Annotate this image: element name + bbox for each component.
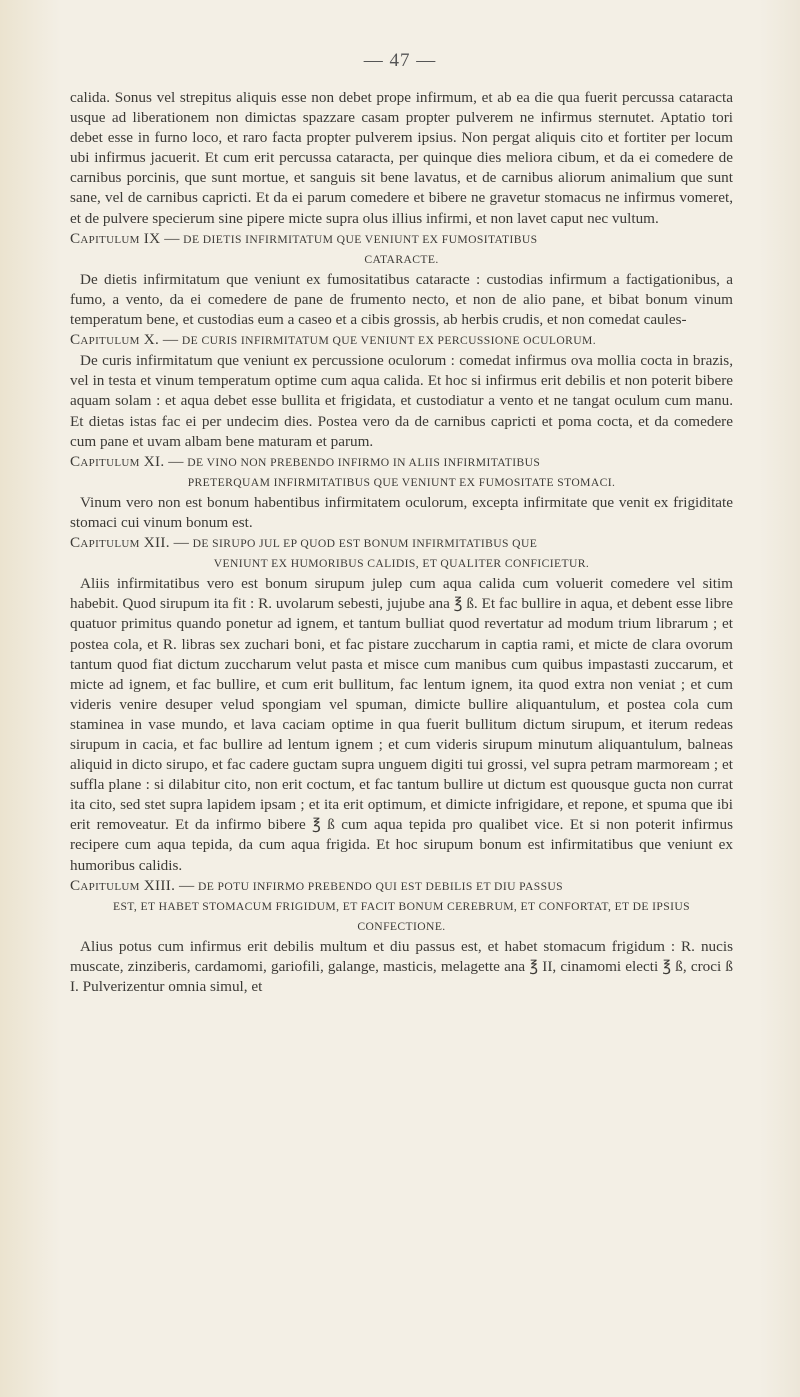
chapter-dash: — (160, 229, 184, 247)
page-number: — 47 — (363, 50, 437, 71)
paragraph: De curis infirmitatum que veniunt ex percussione oculorum : comedat infirmus ova mollia cocta in brazis, vel in testa et vinum temperatum optime cum aqua calida. Et hoc si infirmus erit debilis et non poterit bibere aquam solam : et aqua debet esse bullita et frigidata, et custodiatur a vento et ne tangat oculum cum manu. Et dietas istas fac ei per undecim dies. Postea vero da de carnibus capricti et poma cocta, et da comedere cum pane et uvam albam bene maturam et parum. (70, 352, 733, 450)
chapter-dash: — (169, 534, 193, 552)
chapter-label: Capitulum X. (70, 331, 160, 349)
chapter-title: DE DIETIS INFIRMITATUM QUE VENIUNT EX FUMOSITATIBUS (183, 232, 538, 246)
paragraph: Vinum vero non est bonum habentibus infirmitatem oculorum, excepta infirmitate que venit ex frigiditate stomaci cui vinum bonum est. (70, 493, 733, 531)
chapter-title: DE SIRUPO JUL EP QUOD EST BONUM INFIRMITATIBUS QUE (192, 537, 538, 551)
chapter-title: DE VINO NON PREBENDO INFIRMO IN ALIIS INFIRMITATIBUS (187, 455, 541, 469)
chapter-title: DE CURIS INFIRMITATUM QUE VENIUNT EX PERCUSSIONE OCULORUM. (181, 334, 597, 348)
chapter-dash: — (159, 331, 182, 349)
chapter-label: Capitulum XIII. (70, 876, 176, 894)
chapter-heading (70, 229, 733, 270)
chapter-heading (70, 452, 733, 493)
paragraph: Alius potus cum infirmus erit debilis multum et diu passus est, et habet stomacum frigidum : R. nucis muscate, zinziberis, cardamomi, gariofili, galange, masticis, melagette ana ℥ II, cinamomi electi ℥ ß, croci ß I. Pulverizentur omnia simul, et (70, 937, 733, 996)
chapter-label: Capitulum XI. (70, 452, 165, 470)
chapter-dash: — (164, 452, 188, 470)
chapter-heading (70, 876, 733, 937)
chapter-title-continued: VENIUNT EX HUMORIBUS CALIDIS, ET QUALITER CONFICIETUR. (213, 557, 590, 571)
chapter-heading (70, 330, 733, 351)
chapter-title-continued: CATARACTE. (364, 252, 439, 266)
paragraph: De dietis infirmitatum que veniunt ex fumositatibus cataracte : custodias infirmum a factigationibus, a fumo, a vento, da ei comedere de pane de frumento necto, et non de alio pane, et bibat bonum vinum temperatum bene, et custodias eum a caseo et a cibis grossis, ab herbis crudis, et non comedat caules- (70, 270, 733, 329)
paragraph: calida. Sonus vel strepitus aliquis esse non debet prope infirmum, et ab ea die qua fuerit percussa cataracta usque ad liberationem non dimictas spazzare casam propter pulverem ne infirmus sternutet. Aptatio tori debet esse in furno loco, et raro facta propter pulverem ipsius. Non pergat aliquis cito et fortiter per locum ubi infirmus jacuerit. Et cum erit percussa cataracta, per quinque dies meliora cibum, et da ei comedere de carnibus porcinis, que sunt mortue, et sanguis sit bene lavatus, et de carnibus aliorum animalium que sunt sane, vel de carnibus capricti. Et da ei parum comedere et bibere ne gravetur stomacus ne infirmus vomeret, et de pulvere specierum sine pipere micte supra olus illius infirmi, et non lavet caput nec vultum. (70, 89, 733, 227)
paragraph: Aliis infirmitatibus vero est bonum sirupum julep cum aqua calida cum voluerit comedere vel sitim habebit. Quod sirupum ita fit : R. uvolarum sebesti, jujube ana ℥ ß. Et fac bullire in aqua, et debent esse libre quatuor primitus quando ponetur ad ignem, et tantum bulliat quod revertatur ad modum trium librarum ; et postea cola, et R. libras sex zuchari boni, et fac pistare zuccharum in captia rami, et micte de clara ovorum tantum quod fiat dictum zuccharum velut pasta et misce cum manibus cum quibus impastasti zuccarum, et micte ad ignem, et fac bullire, et cum erit bullitum, fac lentum ignem, ita quod extra non veniat ; et cum videris venire desuper velud spongiam vel spuman, dimicte bullire aliquantulum, et postea cola cum staminea in vase mundo, et lava caciam optime in qua fuerit bullitum dictum sirupum, et iterum redeas sirupum in cacia, et fac bullire ad lentum ignem ; et cum videris sirupum minutum aliquantulum, balneas aliquid in dicto sirupo, et fac cadere guctam supra unguem digiti tui grossi, vel supra petram marmoream ; et suffla plane : si dilabitur cito, non erit coctum, et fac tantum bullire ut dictum est quousque gucta non currat ita cito, sed stet supra lapidem ipsam ; et ita erit optimum, et dimicte infrigidare, et repone, et spuma que ibi erit removeatur. Et da infirmo bibere ℥ ß cum aqua tepida pro qualibet vice. Et si non poterit infirmus recipere cum aqua tepida, da cum aqua frigida. Et hoc sirupum bonum est infirmitatibus que veniunt ex humoribus calidis. (70, 575, 733, 874)
chapter-dash: — (175, 876, 198, 894)
chapter-label: Capitulum XII. (70, 534, 170, 552)
chapter-title: DE POTU INFIRMO PREBENDO QUI EST DEBILIS ET DIU PASSUS (197, 879, 564, 893)
chapter-title-continued: EST, ET HABET STOMACUM FRIGIDUM, ET FACIT BONUM CEREBRUM, ET CONFORTAT, ET DE IPSIUS CONFECTIONE. (112, 899, 691, 933)
chapter-label: Capitulum IX (70, 229, 161, 247)
chapter-heading (70, 533, 733, 574)
chapter-title-continued: PRETERQUAM INFIRMITATIBUS QUE VENIUNT EX FUMOSITATE STOMACI. (187, 475, 616, 489)
page-body (70, 88, 733, 997)
